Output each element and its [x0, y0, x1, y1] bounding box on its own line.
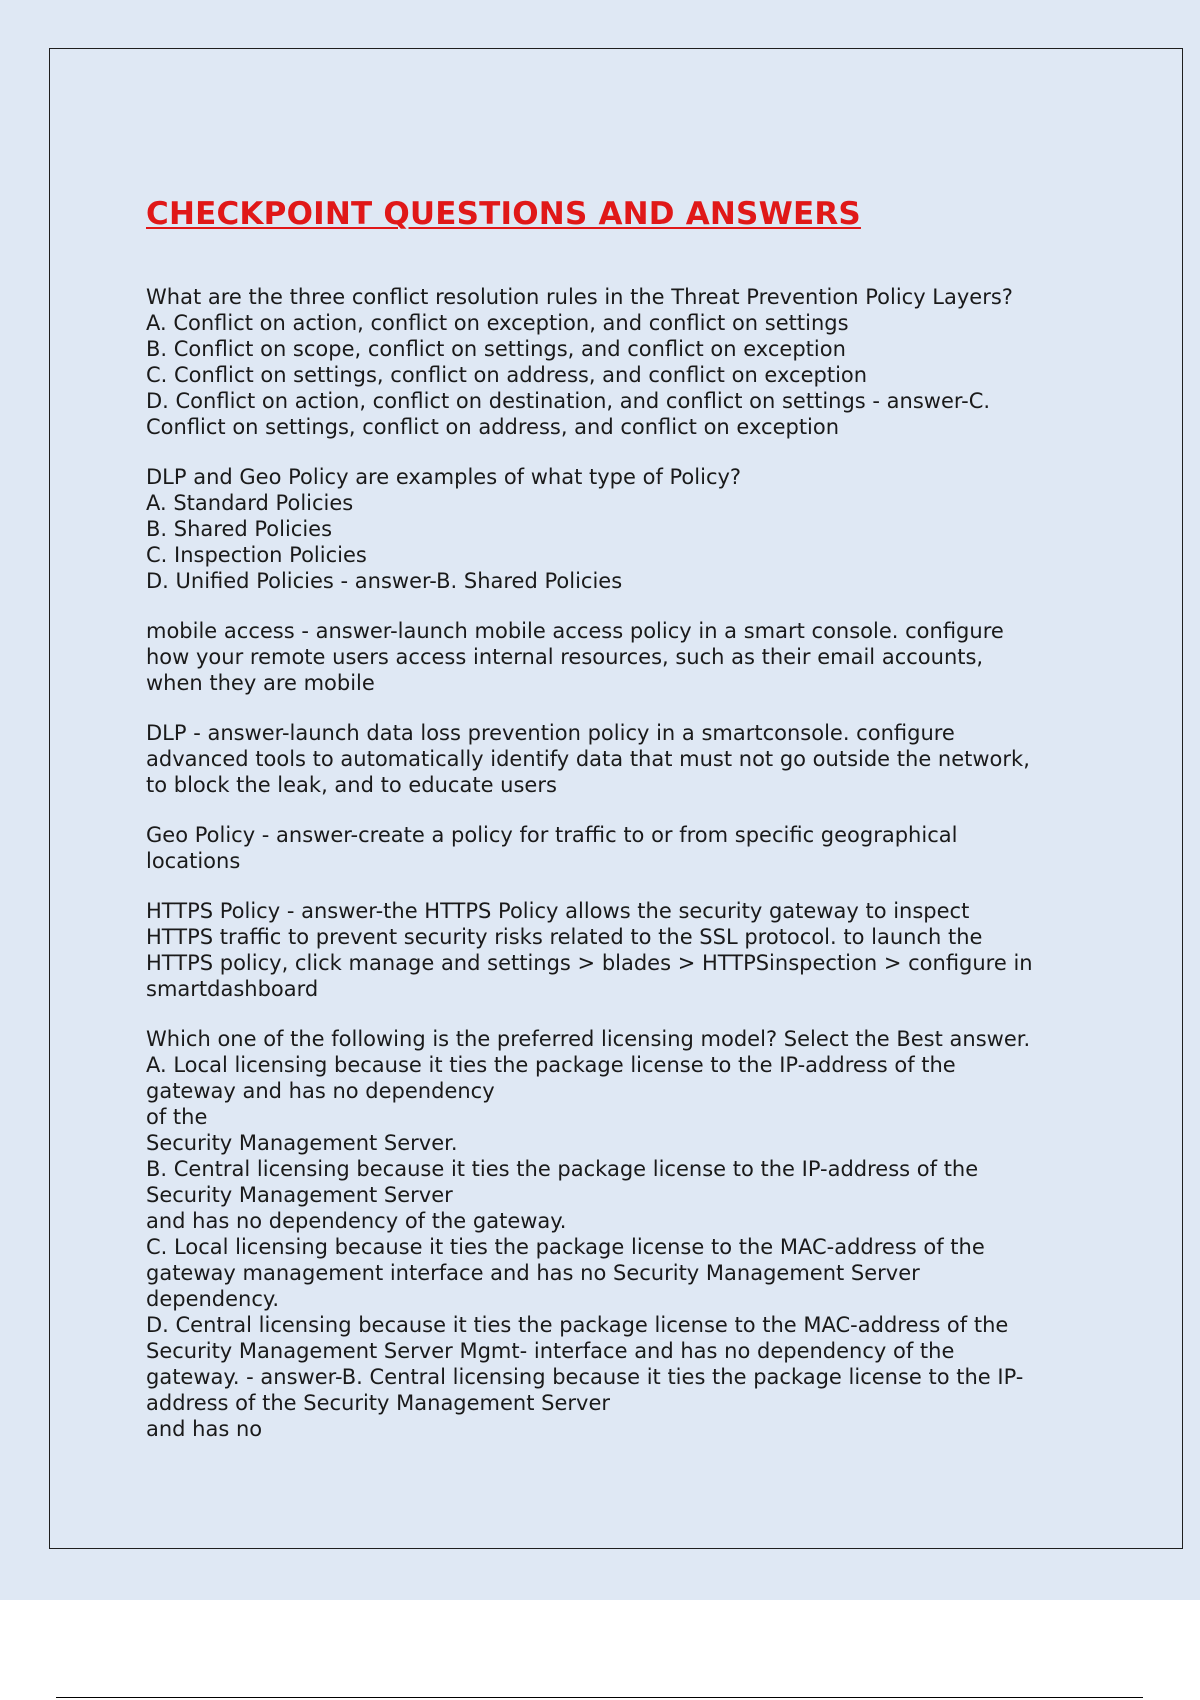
- option-text: Security Management Server Mgmt- interface and has no dependency of the: [146, 1339, 955, 1363]
- definition-text: smartdashboard: [146, 977, 319, 1001]
- option-text: A. Conflict on action, conflict on exception, and conflict on settings: [146, 311, 849, 335]
- question-text: Which one of the following is the preferred licensing model? Select the Best answer.: [146, 1027, 1031, 1051]
- definition-text: locations: [146, 849, 241, 873]
- option-text: of the: [146, 1105, 208, 1129]
- option-text: Security Management Server.: [146, 1131, 458, 1155]
- document-title: CHECKPOINT QUESTIONS AND ANSWERS: [146, 196, 861, 232]
- option-text: A. Standard Policies: [146, 491, 354, 515]
- qa-entry: [146, 898, 1096, 1002]
- answer-text: address of the Security Management Server: [146, 1391, 611, 1415]
- option-text: and has no dependency of the gateway.: [146, 1209, 567, 1233]
- question-text: What are the three conflict resolution rules in the Threat Prevention Policy Layers?: [146, 285, 1013, 309]
- answer-text: and has no: [146, 1417, 263, 1441]
- definition-text: advanced tools to automatically identify data that must not go outside the network,: [146, 747, 1030, 771]
- option-text: B. Conflict on scope, conflict on settings, and conflict on exception: [146, 337, 846, 361]
- option-text: D. Central licensing because it ties the package license to the MAC-address of the: [146, 1313, 1009, 1337]
- option-text: gateway management interface and has no Security Management Server: [146, 1261, 920, 1285]
- qa-list: [146, 284, 1096, 1442]
- answer-text: Conflict on settings, conflict on address, and conflict on exception: [146, 415, 840, 439]
- option-text: A. Local licensing because it ties the package license to the IP-address of the: [146, 1053, 956, 1077]
- option-text: C. Inspection Policies: [146, 543, 367, 567]
- definition-text: DLP - answer-launch data loss prevention policy in a smartconsole. configure: [146, 721, 955, 745]
- qa-entry: [146, 720, 1096, 798]
- qa-entry: [146, 464, 1096, 594]
- option-text: dependency.: [146, 1287, 280, 1311]
- qa-entry: [146, 284, 1096, 440]
- qa-entry: [146, 1026, 1096, 1442]
- option-text: Security Management Server: [146, 1183, 453, 1207]
- definition-text: HTTPS Policy - answer-the HTTPS Policy allows the security gateway to inspect: [146, 899, 970, 923]
- option-text: gateway and has no dependency: [146, 1079, 495, 1103]
- footer-divider: [56, 1697, 1143, 1698]
- definition-text: Geo Policy - answer-create a policy for traffic to or from specific geographical: [146, 823, 958, 847]
- definition-text: to block the leak, and to educate users: [146, 773, 557, 797]
- definition-text: HTTPS traffic to prevent security risks related to the SSL protocol. to launch the: [146, 925, 983, 949]
- option-text: B. Central licensing because it ties the package license to the IP-address of the: [146, 1157, 979, 1181]
- document-content: [146, 194, 1096, 1466]
- qa-entry: [146, 618, 1096, 696]
- option-text: C. Local licensing because it ties the package license to the MAC-address of the: [146, 1235, 985, 1259]
- qa-entry: [146, 822, 1096, 874]
- definition-text: mobile access - answer-launch mobile access policy in a smart console. configure: [146, 619, 1004, 643]
- definition-text: how your remote users access internal resources, such as their email accounts,: [146, 645, 984, 669]
- definition-text: HTTPS policy, click manage and settings > blades > HTTPSinspection > configure in: [146, 951, 1033, 975]
- definition-text: when they are mobile: [146, 671, 375, 695]
- option-text: D. Unified Policies - answer-B. Shared Policies: [146, 569, 623, 593]
- option-text: B. Shared Policies: [146, 517, 333, 541]
- option-text: D. Conflict on action, conflict on destination, and conflict on settings - answer-C.: [146, 389, 991, 413]
- option-text: C. Conflict on settings, conflict on address, and conflict on exception: [146, 363, 868, 387]
- question-text: DLP and Geo Policy are examples of what type of Policy?: [146, 465, 742, 489]
- answer-text: gateway. - answer-B. Central licensing because it ties the package license to the IP-: [146, 1365, 1024, 1389]
